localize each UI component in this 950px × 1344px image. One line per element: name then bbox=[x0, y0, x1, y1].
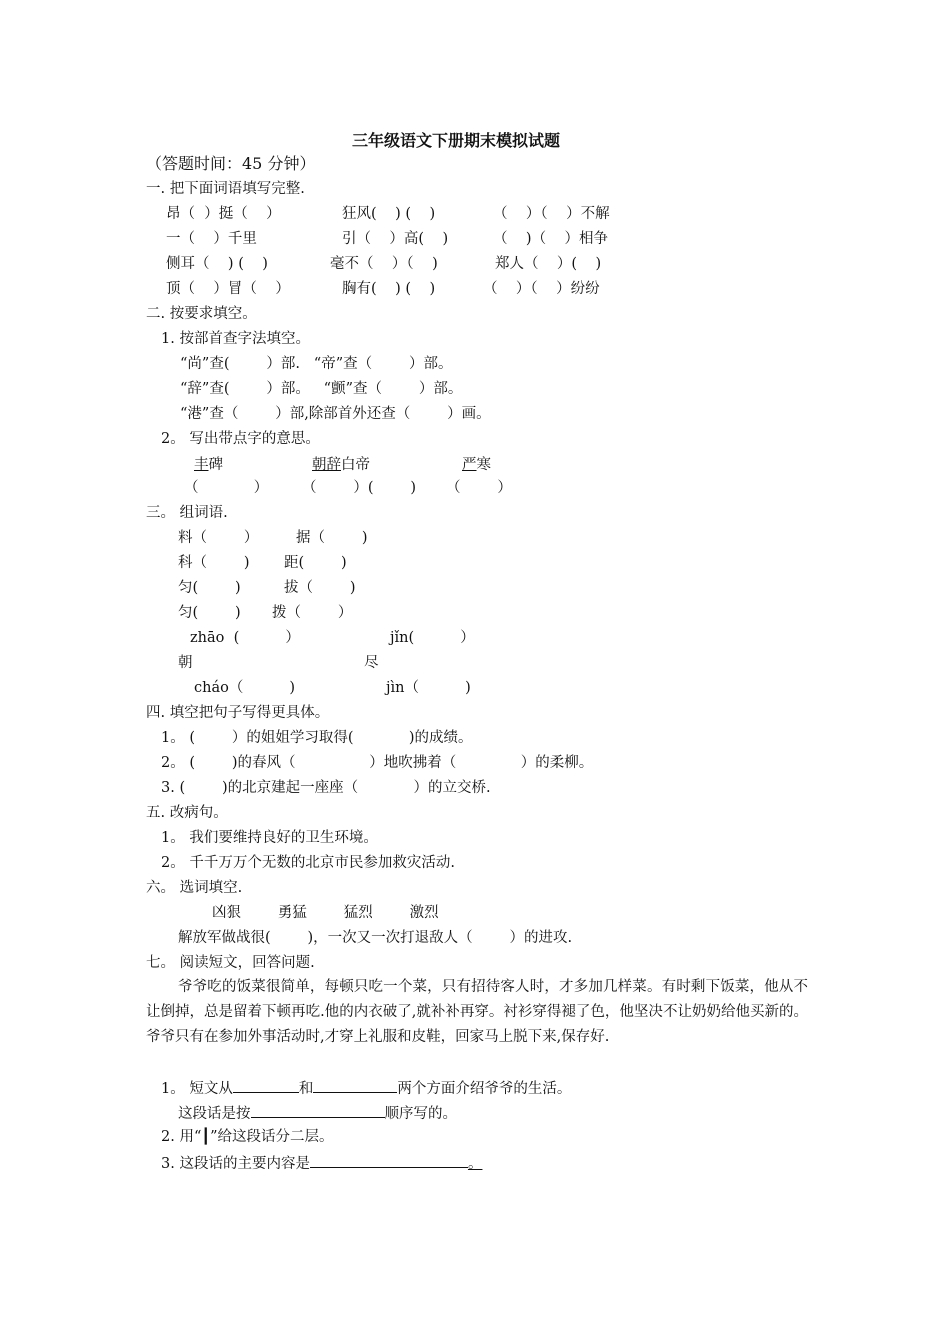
s5-item-1: 1。 我们要维持良好的卫生环境。 bbox=[161, 830, 378, 846]
s3-pinyin-zhao: zhāo ( ） bbox=[190, 630, 300, 646]
s4-item-2: 2。 ( )的春风（ ）地吹拂着（ ）的柔柳。 bbox=[161, 755, 594, 771]
s3-char-jin: 尽 bbox=[364, 655, 379, 671]
plain-char: 碑 bbox=[208, 457, 223, 473]
section-7-heading: 七。 阅读短文，回答问题. bbox=[146, 955, 315, 971]
s3-pinyin-jin3: jǐn( ） bbox=[390, 630, 475, 646]
s1-row2-col2: 引（ ）高( ) bbox=[342, 231, 449, 247]
s1-row1-col2: 狂风( ) ( ) bbox=[342, 206, 436, 222]
s3-row1-col1: 料（ ） bbox=[178, 530, 259, 546]
answer-blank[interactable] bbox=[310, 1152, 468, 1168]
time-note: （答题时间：45 分钟） bbox=[146, 154, 316, 173]
s3-pinyin-chao: cháo（ ) bbox=[194, 680, 296, 696]
s1-row3-col2: 毫不（ ）（ ) bbox=[330, 256, 438, 272]
s2-answer-bracket-3: （ ） bbox=[446, 480, 512, 496]
s2-word-2 bbox=[312, 455, 370, 475]
plain-char: 寒 bbox=[476, 457, 491, 473]
s1-row2-col3: （ )（ ）相争 bbox=[493, 231, 609, 247]
answer-blank[interactable] bbox=[251, 1102, 385, 1118]
s3-row2-col2: 距( ) bbox=[284, 555, 347, 571]
s3-row1-col2: 据（ ) bbox=[296, 530, 368, 546]
s1-row1-col1: 昂（ ）挺（ ） bbox=[166, 206, 281, 222]
s2-radical-line-2: “辞”查( ）部。 “颤”查（ ）部。 bbox=[180, 381, 463, 397]
answer-blank[interactable] bbox=[233, 1077, 299, 1093]
section-3-heading: 三。 组词语. bbox=[146, 505, 228, 521]
s1-row4-col1: 顶（ ）冒（ ） bbox=[166, 281, 290, 297]
s1-row4-col3: （ ）（ ）纷纷 bbox=[483, 281, 600, 297]
s1-row1-col3: （ ）（ ）不解 bbox=[493, 206, 610, 222]
answer-blank[interactable] bbox=[313, 1077, 397, 1093]
s2-question-2: 2。 写出带点字的意思。 bbox=[161, 431, 320, 447]
s2-radical-line-1: “尚”查( ）部. “帝”查（ ）部。 bbox=[180, 356, 453, 372]
section-6-heading: 六。 选词填空. bbox=[146, 880, 243, 896]
s2-answer-bracket-1: （ ） bbox=[184, 480, 269, 496]
s1-row2-col1: 一（ ）千里 bbox=[166, 231, 257, 247]
s5-item-2: 2。 千千万万个无数的北京市民参加救灾活动. bbox=[161, 855, 455, 871]
s2-word-3 bbox=[462, 455, 491, 475]
s3-row3-col1: 匀( ) bbox=[178, 580, 241, 596]
section-1-heading: 一. 把下面词语填写完整. bbox=[146, 181, 305, 197]
s3-row3-col2: 拔（ ) bbox=[284, 580, 356, 596]
plain-char: 白帝 bbox=[341, 457, 370, 473]
s7-question-1: 1。 短文从 和 两个方面介绍爷爷的生活。 bbox=[161, 1077, 571, 1099]
s7-question-3: 3. 这段话的主要内容是 。 bbox=[161, 1152, 482, 1174]
s4-item-3: 3. ( )的北京建起一座座（ ）的立交桥. bbox=[161, 780, 491, 796]
reading-passage: 爷爷吃的饭菜很简单，每顿只吃一个菜，只有招待客人时，才多加几样菜。有时剩下饭菜，他从不让倒掉，总是留着下顿再吃.他的内衣破了,就补补再穿。衬衫穿得褪了色，他坚决不让奶奶给他买新的。爷爷只有在参加外事活动时,才穿上礼服和皮鞋，回家马上脱下来,保存好. bbox=[146, 979, 808, 1045]
section-5-heading: 五. 改病句。 bbox=[146, 805, 228, 821]
s6-sentence: 解放军做战很( )，一次又一次打退敌人（ ）的进攻. bbox=[178, 930, 573, 946]
section-2-heading: 二. 按要求填空。 bbox=[146, 306, 257, 322]
s2-answer-bracket-2: （ ）( ) bbox=[302, 480, 417, 496]
dotted-char: 丰 bbox=[194, 457, 209, 473]
s7-question-1-order: 这段话是按 顺序写的。 bbox=[178, 1102, 457, 1124]
dotted-char: 朝辞 bbox=[312, 457, 341, 473]
page-title: 三年级语文下册期末模拟试题 bbox=[352, 131, 561, 150]
s1-row3-col3: 郑人（ ）( ) bbox=[495, 256, 602, 272]
s2-word-1 bbox=[194, 455, 223, 475]
s3-row2-col1: 科（ ) bbox=[178, 555, 250, 571]
s1-row4-col2: 胸有( ) ( ) bbox=[342, 281, 436, 297]
s4-item-1: 1。 ( ）的姐姐学习取得( )的成绩。 bbox=[161, 730, 473, 746]
s2-question-1: 1. 按部首查字法填空。 bbox=[161, 331, 310, 347]
s6-word-choices: 凶狠 勇猛 猛烈 激烈 bbox=[212, 905, 439, 921]
s1-row3-col1: 侧耳（ ) ( ) bbox=[166, 256, 268, 272]
s2-radical-line-3: “港”查（ ）部,除部首外还查（ ）画。 bbox=[180, 406, 491, 422]
s3-char-chao: 朝 bbox=[178, 655, 193, 671]
s3-pinyin-jin4: jìn（ ) bbox=[386, 680, 471, 696]
section-4-heading: 四. 填空把句子写得更具体。 bbox=[146, 705, 330, 721]
dotted-char: 严 bbox=[462, 457, 477, 473]
s3-row4-col2: 拨（ ） bbox=[272, 605, 353, 621]
s7-question-2: 2. 用“┃”给这段话分二层。 bbox=[161, 1129, 334, 1145]
s3-row4-col1: 匀( ) bbox=[178, 605, 241, 621]
